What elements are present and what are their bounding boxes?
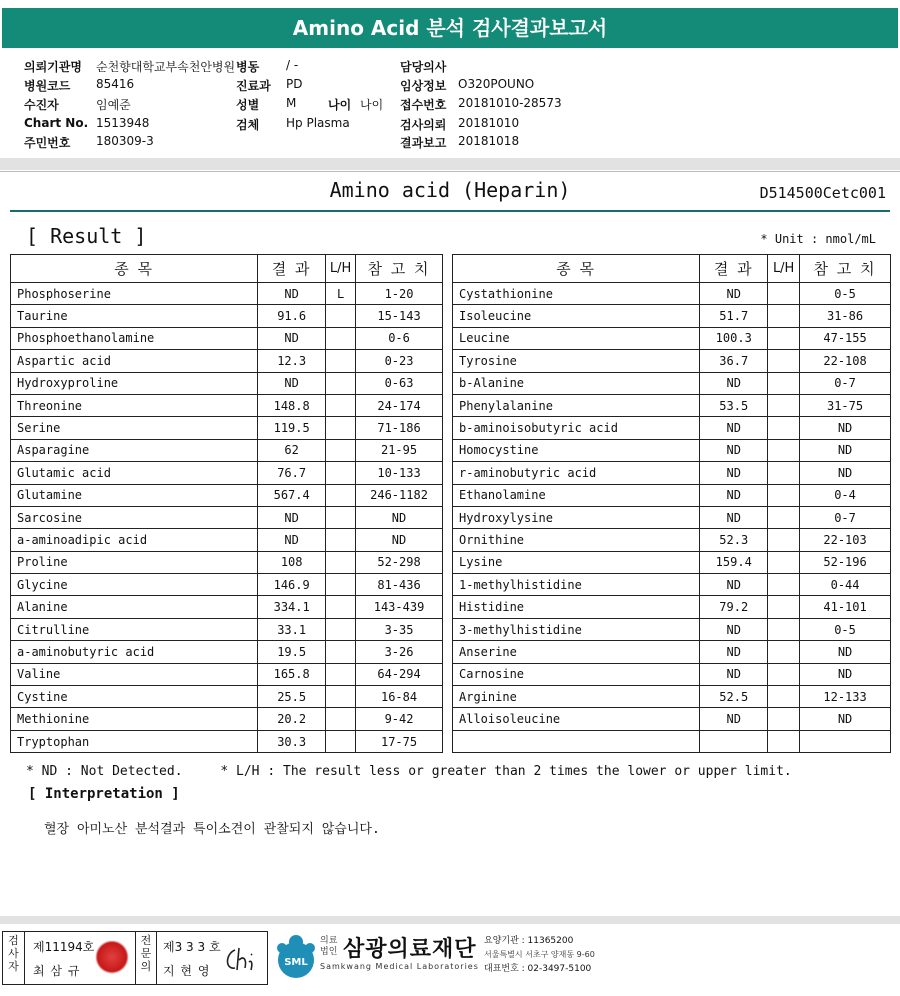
table-row [453, 305, 891, 327]
item-name: Methionine [11, 708, 258, 730]
specialist-label: 전문의 [135, 932, 157, 984]
table-row [11, 574, 443, 596]
item-name: Phosphoethanolamine [11, 327, 258, 349]
info-label-l3-2: 나이 [328, 98, 352, 112]
result-value: ND [258, 327, 326, 349]
reference-range: 47-155 [800, 327, 891, 349]
lh-flag [768, 618, 800, 640]
result-value: 159.4 [700, 551, 768, 573]
info-value-v4-4: 20181018 [458, 134, 520, 148]
org-info [484, 934, 595, 976]
header-ref: 참 고 치 [800, 255, 891, 283]
interpretation-title: [ Interpretation ] [28, 786, 180, 802]
reference-range: ND [800, 708, 891, 730]
item-name: 1-methylhistidine [453, 574, 700, 596]
lh-flag [768, 484, 800, 506]
org-phone: 대표번호 : 02-3497-5100 [484, 964, 592, 974]
reference-range: 22-108 [800, 350, 891, 372]
item-name: Hydroxyproline [11, 372, 258, 394]
reference-range: 64-294 [356, 663, 443, 685]
title-rule [10, 210, 890, 212]
notes [26, 764, 822, 779]
lh-flag [768, 529, 800, 551]
item-name: Glutamic acid [11, 462, 258, 484]
org-address: 서울특별시 서초구 양재동 9-60 [484, 950, 595, 959]
item-name: Tryptophan [11, 730, 258, 752]
info-label-l1-2: 수진자 [24, 98, 59, 112]
inspector-number: 제11194호 [33, 940, 95, 954]
interpretation-text: 혈장 아미노산 분석결과 특이소견이 관찰되지 않습니다. [44, 822, 380, 837]
table-row [11, 730, 443, 752]
item-name: Tyrosine [453, 350, 700, 372]
info-value-v4-2: 20181010-28573 [458, 96, 562, 110]
lh-flag [326, 417, 356, 439]
reference-range: ND [800, 462, 891, 484]
result-title: [ Result ] [26, 224, 147, 248]
result-value: 146.9 [258, 574, 326, 596]
lh-flag [768, 641, 800, 663]
table-row [11, 529, 443, 551]
lh-flag [326, 439, 356, 461]
lh-flag [768, 350, 800, 372]
item-name: Phenylalanine [453, 394, 700, 416]
info-value-v2-2: M [286, 96, 297, 110]
result-value: ND [700, 462, 768, 484]
lh-flag [326, 574, 356, 596]
info-value-v4-1: O320POUNO [458, 77, 535, 91]
info-value-v1-1: 85416 [96, 77, 135, 91]
table-row [453, 283, 891, 305]
result-value: ND [700, 417, 768, 439]
result-value: 52.5 [700, 686, 768, 708]
item-name: Glycine [11, 574, 258, 596]
lh-flag: L [326, 283, 356, 305]
reference-range: 81-436 [356, 574, 443, 596]
result-value: 52.3 [700, 529, 768, 551]
table-row [11, 305, 443, 327]
lh-flag [768, 730, 800, 752]
table-row [453, 327, 891, 349]
table-row [453, 506, 891, 528]
table-row [453, 686, 891, 708]
unit-label: * Unit : nmol/mL [760, 232, 876, 246]
info-value-v2-3: Hp Plasma [286, 116, 350, 130]
table-row [11, 462, 443, 484]
item-name: Ornithine [453, 529, 700, 551]
item-name: Phosphoserine [11, 283, 258, 305]
result-value: 108 [258, 551, 326, 573]
reference-range: 1-20 [356, 283, 443, 305]
item-name: Arginine [453, 686, 700, 708]
org-english-name: Samkwang Medical Laboratories [320, 962, 479, 971]
result-value: ND [258, 283, 326, 305]
result-value: 12.3 [258, 350, 326, 372]
divider-line [0, 171, 900, 172]
reference-range: 3-35 [356, 618, 443, 640]
note-nd: * ND : Not Detected. [26, 764, 183, 779]
table-row [453, 596, 891, 618]
lh-flag [768, 394, 800, 416]
lh-flag [768, 439, 800, 461]
lh-flag [326, 708, 356, 730]
reference-range: 9-42 [356, 708, 443, 730]
result-value: 30.3 [258, 730, 326, 752]
reference-range: ND [800, 663, 891, 685]
result-value: ND [700, 641, 768, 663]
item-name: 3-methylhistidine [453, 618, 700, 640]
lh-flag [768, 506, 800, 528]
reference-range: 0-5 [800, 618, 891, 640]
result-value: 76.7 [258, 462, 326, 484]
lh-flag [326, 618, 356, 640]
table-row [11, 596, 443, 618]
inspector-label: 검사자 [3, 932, 25, 984]
result-value: ND [700, 283, 768, 305]
item-name: Proline [11, 551, 258, 573]
lh-flag [768, 596, 800, 618]
info-label-l1-1: 병원코드 [24, 79, 71, 93]
lh-flag [326, 350, 356, 372]
item-name: Aspartic acid [11, 350, 258, 372]
reference-range: 10-133 [356, 462, 443, 484]
inspector-name: 최 삼 규 [33, 964, 81, 978]
table-row [453, 529, 891, 551]
result-value: 334.1 [258, 596, 326, 618]
result-value: 25.5 [258, 686, 326, 708]
item-name: Threonine [11, 394, 258, 416]
item-name: Alanine [11, 596, 258, 618]
info-label-l4-2: 접수번호 [400, 98, 447, 112]
item-name: b-aminoisobutyric acid [453, 417, 700, 439]
reference-range: 0-7 [800, 506, 891, 528]
result-table-right [452, 254, 891, 753]
header-item: 종 목 [11, 255, 258, 283]
result-value: 62 [258, 439, 326, 461]
info-value-v3-2: 나이 [360, 98, 384, 112]
item-name: Taurine [11, 305, 258, 327]
specialist-number: 제3 3 3 호 [163, 940, 221, 954]
item-name: Serine [11, 417, 258, 439]
table-row [11, 283, 443, 305]
result-value: 53.5 [700, 394, 768, 416]
info-label-l2-3: 검체 [236, 118, 260, 132]
table-header-row [11, 255, 443, 283]
table-row [11, 439, 443, 461]
report-title: Amino Acid 분석 검사결과보고서 [2, 8, 898, 48]
reference-range: ND [356, 506, 443, 528]
lh-flag [768, 305, 800, 327]
lh-flag [326, 327, 356, 349]
table-row [453, 663, 891, 685]
section-divider [0, 158, 900, 170]
lh-flag [768, 417, 800, 439]
lh-flag [326, 305, 356, 327]
table-row [453, 484, 891, 506]
reference-range: 71-186 [356, 417, 443, 439]
item-name: Lysine [453, 551, 700, 573]
logo-text: SML [284, 957, 308, 968]
result-value: 165.8 [258, 663, 326, 685]
item-name: Sarcosine [11, 506, 258, 528]
lh-flag [768, 372, 800, 394]
info-value-v1-3: 1513948 [96, 116, 150, 130]
reference-range: 31-75 [800, 394, 891, 416]
lh-flag [768, 462, 800, 484]
result-value: ND [258, 506, 326, 528]
table-row [11, 551, 443, 573]
item-name: Histidine [453, 596, 700, 618]
info-value-v2-0: / - [286, 58, 299, 72]
result-value: ND [700, 708, 768, 730]
test-code: D514500Cetc001 [759, 184, 886, 202]
signature-box [2, 931, 268, 985]
reference-range: 24-174 [356, 394, 443, 416]
item-name: b-Alanine [453, 372, 700, 394]
table-row [11, 417, 443, 439]
item-name: Valine [11, 663, 258, 685]
lh-flag [326, 394, 356, 416]
item-name: Hydroxylysine [453, 506, 700, 528]
result-value: ND [700, 439, 768, 461]
reference-range: 0-6 [356, 327, 443, 349]
result-value: ND [700, 574, 768, 596]
item-name: Cystathionine [453, 283, 700, 305]
result-value: 19.5 [258, 641, 326, 663]
footer-divider [0, 916, 900, 924]
info-value-v1-4: 180309-3 [96, 134, 154, 148]
lh-flag [768, 686, 800, 708]
table-row [453, 394, 891, 416]
table-row [11, 663, 443, 685]
info-value-v4-3: 20181010 [458, 116, 520, 130]
item-name: Anserine [453, 641, 700, 663]
table-row [453, 618, 891, 640]
reference-range: 0-4 [800, 484, 891, 506]
lh-flag [768, 574, 800, 596]
lh-flag [326, 551, 356, 573]
result-value: 36.7 [700, 350, 768, 372]
reference-range: 0-44 [800, 574, 891, 596]
result-value: 79.2 [700, 596, 768, 618]
org-type: 의료법인 [320, 936, 338, 957]
header-ref: 참 고 치 [356, 255, 443, 283]
table-row [453, 641, 891, 663]
reference-range: 16-84 [356, 686, 443, 708]
table-row [11, 686, 443, 708]
table-row [11, 708, 443, 730]
reference-range: 0-5 [800, 283, 891, 305]
item-name: Ethanolamine [453, 484, 700, 506]
item-name: a-aminoadipic acid [11, 529, 258, 551]
result-value: ND [700, 663, 768, 685]
reference-range: 3-26 [356, 641, 443, 663]
patient-info [0, 52, 900, 170]
lh-flag [326, 663, 356, 685]
result-value: ND [700, 484, 768, 506]
reference-range: 12-133 [800, 686, 891, 708]
info-value-v1-2: 임예준 [96, 98, 131, 112]
result-value: ND [700, 618, 768, 640]
result-value: 91.6 [258, 305, 326, 327]
reference-range: 0-63 [356, 372, 443, 394]
reference-range: ND [800, 417, 891, 439]
lh-flag [326, 506, 356, 528]
result-value: 100.3 [700, 327, 768, 349]
result-value: ND [258, 529, 326, 551]
info-label-l4-4: 결과보고 [400, 136, 447, 150]
signature-icon [221, 940, 261, 976]
reference-range: 15-143 [356, 305, 443, 327]
info-label-l2-1: 진료과 [236, 79, 271, 93]
table-row [453, 372, 891, 394]
info-label-l4-0: 담당의사 [400, 60, 447, 74]
item-name: Asparagine [11, 439, 258, 461]
table-row [11, 641, 443, 663]
result-value: ND [700, 506, 768, 528]
reference-range: 21-95 [356, 439, 443, 461]
table-row [453, 574, 891, 596]
info-value-v2-1: PD [286, 77, 303, 91]
result-table-left [10, 254, 443, 753]
item-name: r-aminobutyric acid [453, 462, 700, 484]
seal-icon [95, 940, 129, 974]
result-value: ND [258, 372, 326, 394]
item-name: Carnosine [453, 663, 700, 685]
reference-range [800, 730, 891, 752]
org-name: 삼광의료재단 [343, 937, 477, 962]
table-row [453, 417, 891, 439]
note-lh: * L/H : The result less or greater than 2 times the lower or upper limit. [220, 764, 792, 779]
org-code: 요양기관 : 11365200 [484, 936, 574, 946]
lh-flag [326, 596, 356, 618]
result-value: 33.1 [258, 618, 326, 640]
info-label-l1-3: Chart No. [24, 116, 89, 130]
info-label-l2-0: 병동 [236, 60, 260, 74]
reference-range: 17-75 [356, 730, 443, 752]
specialist-name: 지 현 영 [163, 964, 211, 978]
reference-range: 0-7 [800, 372, 891, 394]
result-value: 148.8 [258, 394, 326, 416]
item-name: Leucine [453, 327, 700, 349]
item-name: Cystine [11, 686, 258, 708]
item-name: Citrulline [11, 618, 258, 640]
table-row [453, 439, 891, 461]
table-row [453, 350, 891, 372]
table-row [11, 350, 443, 372]
header-value: 결 과 [258, 255, 326, 283]
result-value: 567.4 [258, 484, 326, 506]
lh-flag [326, 529, 356, 551]
table-header-row [453, 255, 891, 283]
item-name: Alloisoleucine [453, 708, 700, 730]
reference-range: 0-23 [356, 350, 443, 372]
result-value: 20.2 [258, 708, 326, 730]
header-value: 결 과 [700, 255, 768, 283]
lh-flag [768, 283, 800, 305]
lh-flag [326, 372, 356, 394]
table-row [453, 462, 891, 484]
reference-range: 22-103 [800, 529, 891, 551]
reference-range: 246-1182 [356, 484, 443, 506]
result-value [700, 730, 768, 752]
reference-range: 143-439 [356, 596, 443, 618]
reference-range: 52-298 [356, 551, 443, 573]
item-name [453, 730, 700, 752]
result-value: 51.7 [700, 305, 768, 327]
reference-range: ND [356, 529, 443, 551]
reference-range: 31-86 [800, 305, 891, 327]
header-item: 종 목 [453, 255, 700, 283]
table-row [453, 551, 891, 573]
lh-flag [768, 551, 800, 573]
lh-flag [326, 484, 356, 506]
header-lh: L/H [768, 255, 800, 283]
result-value: ND [700, 372, 768, 394]
table-row [11, 506, 443, 528]
item-name: Isoleucine [453, 305, 700, 327]
lh-flag [326, 462, 356, 484]
table-row [11, 484, 443, 506]
info-label-l1-0: 의뢰기관명 [24, 60, 82, 74]
table-row [453, 708, 891, 730]
lh-flag [326, 686, 356, 708]
table-row [453, 730, 891, 752]
lh-flag [768, 327, 800, 349]
reference-range: 41-101 [800, 596, 891, 618]
test-name: Amino acid (Heparin) [329, 178, 571, 202]
reference-range: ND [800, 641, 891, 663]
info-label-l4-3: 검사의뢰 [400, 118, 447, 132]
lh-flag [326, 641, 356, 663]
lh-flag [768, 708, 800, 730]
table-row [11, 394, 443, 416]
item-name: Glutamine [11, 484, 258, 506]
table-row [11, 327, 443, 349]
header-lh: L/H [326, 255, 356, 283]
sml-logo-icon [272, 932, 320, 980]
table-row [11, 372, 443, 394]
item-name: a-aminobutyric acid [11, 641, 258, 663]
info-label-l4-1: 임상정보 [400, 79, 447, 93]
info-label-l2-2: 성별 [236, 98, 260, 112]
info-value-v1-0: 순천향대학교부속천안병원 [96, 60, 236, 74]
item-name: Homocystine [453, 439, 700, 461]
lh-flag [768, 663, 800, 685]
info-label-l1-4: 주민번호 [24, 136, 71, 150]
table-row [11, 618, 443, 640]
reference-range: 52-196 [800, 551, 891, 573]
reference-range: ND [800, 439, 891, 461]
result-value: 119.5 [258, 417, 326, 439]
lh-flag [326, 730, 356, 752]
